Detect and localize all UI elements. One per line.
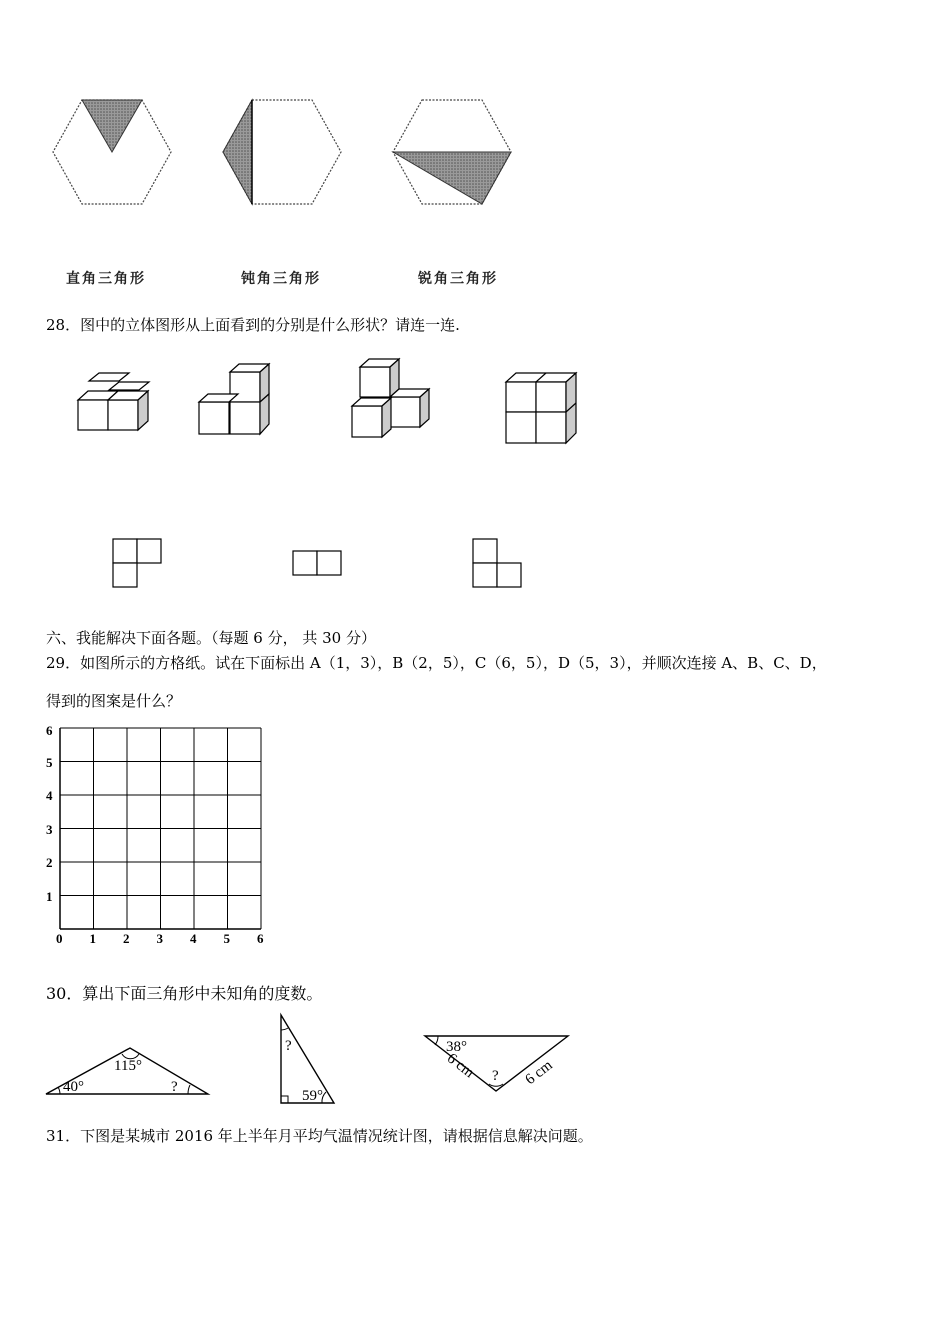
x-tick-2: 2: [123, 931, 130, 946]
question-30: 30．算出下面三角形中未知角的度数。: [46, 984, 323, 1003]
label-acute-triangle: 锐角三角形: [418, 271, 498, 287]
label-right-triangle: 直角三角形: [66, 271, 146, 287]
top-view-2: [293, 551, 341, 575]
triangle-2: [281, 1015, 334, 1104]
y-tick-3: 3: [46, 822, 53, 837]
x-tick-3: 3: [156, 931, 163, 946]
top-views: [105, 535, 545, 595]
triangle-3-angle-top: 38°: [446, 1039, 467, 1055]
y-tick-2: 2: [46, 855, 53, 870]
solid-figure-3: [352, 359, 429, 437]
solid-figure-2: [199, 364, 269, 434]
x-tick-1: 1: [89, 931, 96, 946]
y-tick-5: 5: [46, 755, 53, 770]
y-tick-1: 1: [46, 889, 53, 904]
triangle-1-angle-top: 115°: [114, 1058, 142, 1074]
triangle-1-unknown: ?: [171, 1079, 178, 1095]
triangle-2-unknown: ?: [285, 1038, 292, 1054]
triangle-figures: [40, 1010, 580, 1110]
triangle-1-angle-left: 40°: [63, 1079, 84, 1095]
top-view-1: [113, 539, 161, 587]
x-tick-4: 4: [190, 931, 197, 946]
y-tick-6: 6: [46, 723, 53, 738]
hexagon-acute-triangle: [393, 100, 511, 204]
hexagon-figures: [40, 90, 560, 220]
x-tick-6: 6: [257, 931, 264, 946]
label-obtuse-triangle: 钝角三角形: [241, 271, 321, 287]
hexagon-obtuse-triangle: [223, 100, 341, 204]
question-31: 31．下图是某城市 2016 年上半年月平均气温情况统计图，请根据信息解决问题。: [46, 1127, 593, 1145]
triangle-2-angle-bottom: 59°: [302, 1088, 323, 1104]
coordinate-grid[interactable]: [40, 720, 280, 950]
triangle-3-unknown: ?: [492, 1068, 499, 1084]
y-tick-4: 4: [46, 788, 53, 803]
hexagon-right-triangle: [53, 100, 171, 204]
triangle-3-side-left: 6 cm: [443, 1050, 477, 1082]
solid-figure-4: [506, 373, 576, 443]
question-29-line1: 29．如图所示的方格纸。试在下面标出 A（1，3），B（2，5），C（6，5），D（5，3），并顺次连接 A、B、C、D，: [46, 654, 827, 672]
question-29-line2: 得到的图案是什么？: [46, 692, 182, 710]
x-tick-0: 0: [56, 931, 63, 946]
x-tick-5: 5: [223, 931, 230, 946]
top-view-3: [473, 539, 521, 587]
triangle-3: [425, 1036, 568, 1091]
solid-figure-1: [78, 373, 149, 430]
triangle-3-side-right: 6 cm: [522, 1057, 556, 1089]
solid-figures: [70, 352, 630, 452]
triangle-1: [46, 1048, 208, 1095]
question-28: 28．图中的立体图形从上面看到的分别是什么形状？请连一连.: [46, 316, 460, 334]
section-6-heading: 六、我能解决下面各题。（每题 6 分， 共 30 分）: [46, 629, 376, 647]
